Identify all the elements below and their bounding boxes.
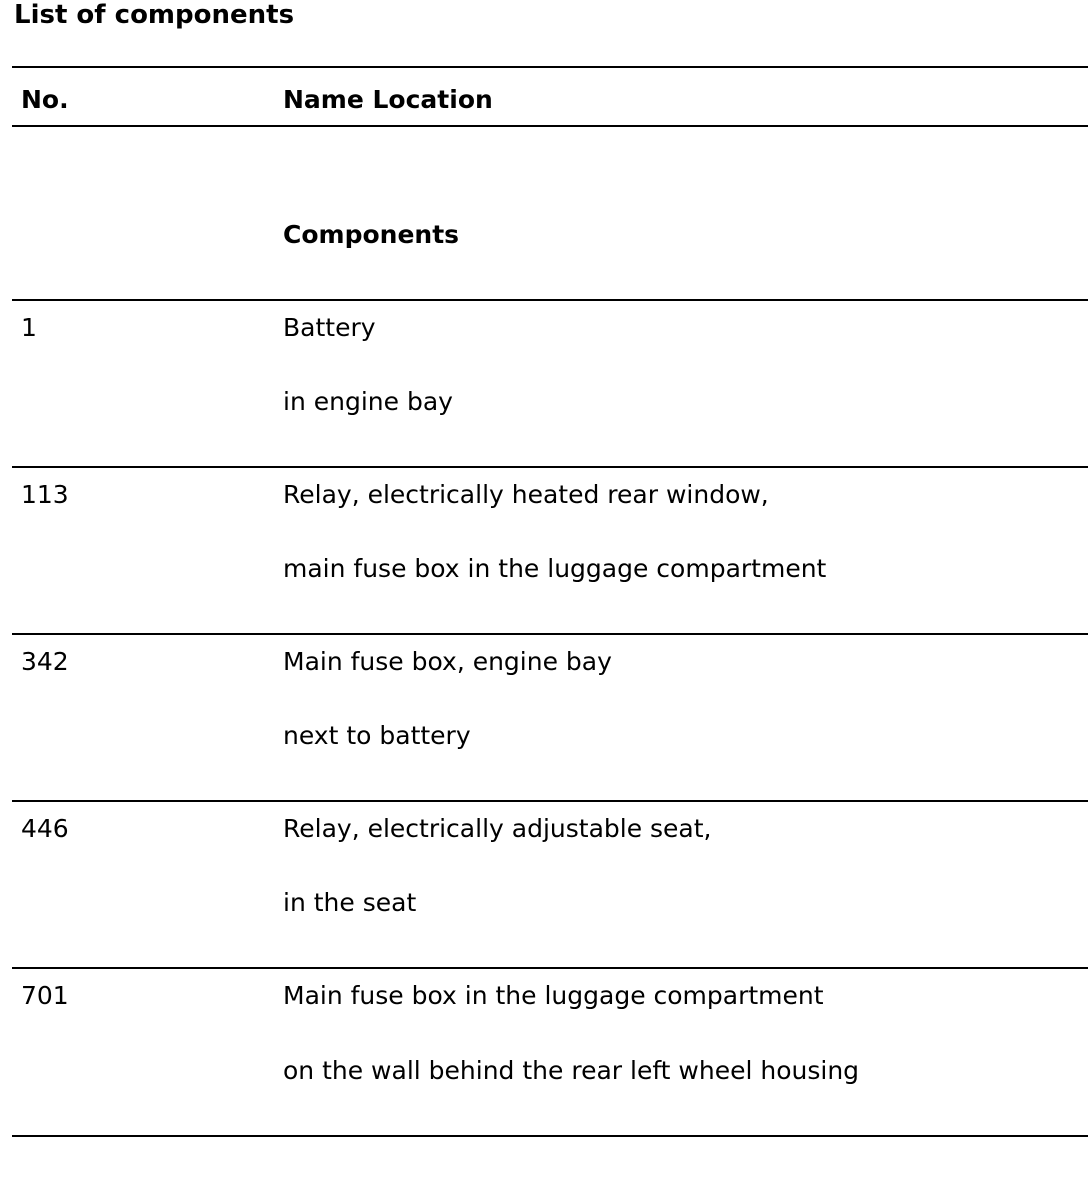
row-location: next to battery: [283, 721, 471, 750]
column-header-name-location: Name Location: [283, 85, 493, 114]
row-location: in the seat: [283, 888, 417, 917]
row-name: Relay, electrically adjustable seat,: [283, 814, 712, 843]
row-divider: [12, 466, 1088, 468]
row-number: 701: [21, 981, 69, 1010]
row-number: 113: [21, 480, 69, 509]
row-location: in engine bay: [283, 387, 453, 416]
column-header-no: No.: [21, 85, 69, 114]
row-divider: [12, 800, 1088, 802]
section-heading: Components: [283, 220, 460, 249]
row-location: main fuse box in the luggage compartment: [283, 554, 827, 583]
header-bottom-rule: [12, 125, 1088, 127]
row-number: 446: [21, 814, 69, 843]
row-name: Main fuse box in the luggage compartment: [283, 981, 824, 1010]
row-divider: [12, 967, 1088, 969]
row-divider: [12, 299, 1088, 301]
row-number: 1: [21, 313, 37, 342]
table-top-rule: [12, 66, 1088, 68]
row-divider: [12, 633, 1088, 635]
document-title: List of components: [14, 0, 295, 30]
row-name: Relay, electrically heated rear window,: [283, 480, 769, 509]
row-name: Battery: [283, 313, 376, 342]
row-number: 342: [21, 647, 69, 676]
row-location: on the wall behind the rear left wheel housing: [283, 1056, 860, 1085]
row-name: Main fuse box, engine bay: [283, 647, 612, 676]
table-bottom-rule: [12, 1135, 1088, 1137]
